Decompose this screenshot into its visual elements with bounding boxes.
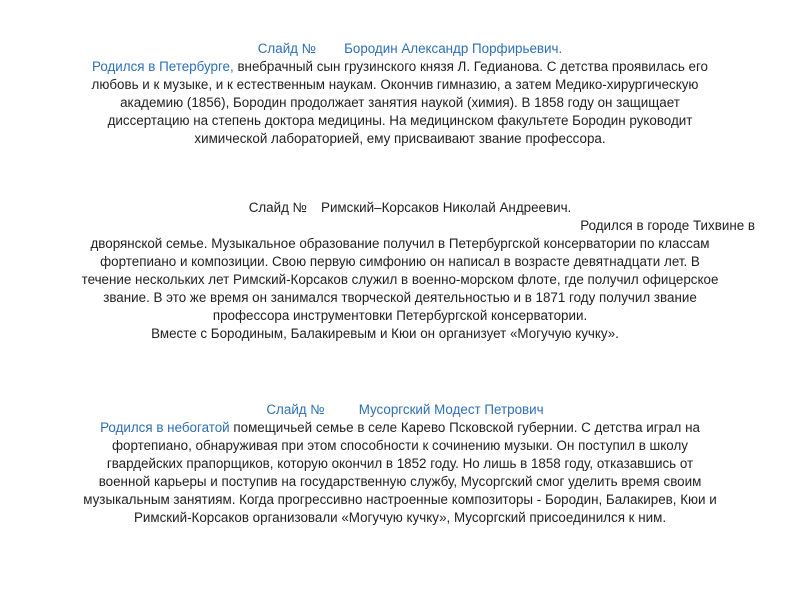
bio-line: фортепиано и композиции. Свою первую симфонию он написал в возрасте девятнадцати лет. В	[100, 254, 700, 269]
bio-line: дворянской семье. Музыкальное образование получил в Петербургской консерватории по классам	[90, 236, 710, 251]
bio-text: внебрачный сын грузинского князя Л. Гедианова. С детства проявилась его	[233, 59, 709, 74]
borodin-slide-block	[20, 40, 780, 148]
bio-line: Родился в городе Тихвине в	[580, 218, 755, 233]
bio-line: звание. В это же время он занимался творческой деятельностью и в 1871 году получил звание	[103, 290, 697, 305]
bio-intro: Родился в небогатой	[100, 420, 230, 435]
bio-line: диссертацию на степень доктора медицины. На медицинском факультете Бородин руководит	[107, 113, 693, 128]
bio-line: течение нескольких лет Римский-Корсаков служил в военно-морском флоте, где получил офицерское	[81, 272, 719, 287]
bio-text: помещичьей семье в селе Карево Псковской губернии. С детства играл на	[229, 420, 700, 435]
bio-line: Римский-Корсаков организовали «Могучую кучку», Мусоргский присоединился к ним.	[133, 510, 667, 525]
rimsky-heading	[20, 199, 780, 217]
composer-name: Римский–Корсаков Николай Андреевич.	[321, 200, 572, 215]
slide-number-label: Слайд №	[266, 402, 325, 417]
bio-line: профессора инструментовки Петербургской консерватории.	[212, 308, 588, 323]
slide-number-label: Слайд №	[248, 200, 308, 215]
rimsky-slide-block	[20, 199, 780, 343]
composer-name: Бородин Александр Порфирьевич.	[344, 41, 563, 56]
bio-line	[20, 58, 780, 76]
bio-line: любовь и к музыке, и к естественным наукам. Окончив гимназию, а затем Медико-хирургическую	[91, 77, 699, 92]
bio-line	[20, 419, 780, 437]
bio-line: химической лабораторией, ему присваивают звание профессора.	[194, 131, 606, 146]
slide-number-label: Слайд №	[257, 41, 317, 56]
bio-line: гвардейских прапорщиков, которую окончил в 1852 году. Но лишь в 1858 году, отказавшись от	[106, 456, 694, 471]
composer-name: Мусоргский Модест Петрович	[358, 402, 544, 417]
bio-line: Вместе с Бородиным, Балакиревым и Кюи он организует «Могучую кучку».	[151, 326, 619, 341]
mussorgsky-slide-block	[20, 401, 780, 527]
bio-line: академию (1856), Бородин продолжает занятия наукой (химия). В 1858 году он защищает	[120, 95, 680, 110]
bio-line: музыкальным занятиям. Когда прогрессивно настроенные композиторы - Бородин, Балакирев, Кюи и	[83, 492, 717, 507]
bio-intro: Родился в Петербурге,	[91, 59, 234, 74]
bio-line: военной карьеры и поступив на государственную службу, Мусоргский смог уделить время своим	[98, 474, 702, 489]
borodin-heading	[20, 40, 780, 58]
bio-line: фортепиано, обнаруживая при этом способности к сочинению музыки. Он поступил в школу	[112, 438, 688, 453]
mussorgsky-heading	[20, 401, 780, 419]
